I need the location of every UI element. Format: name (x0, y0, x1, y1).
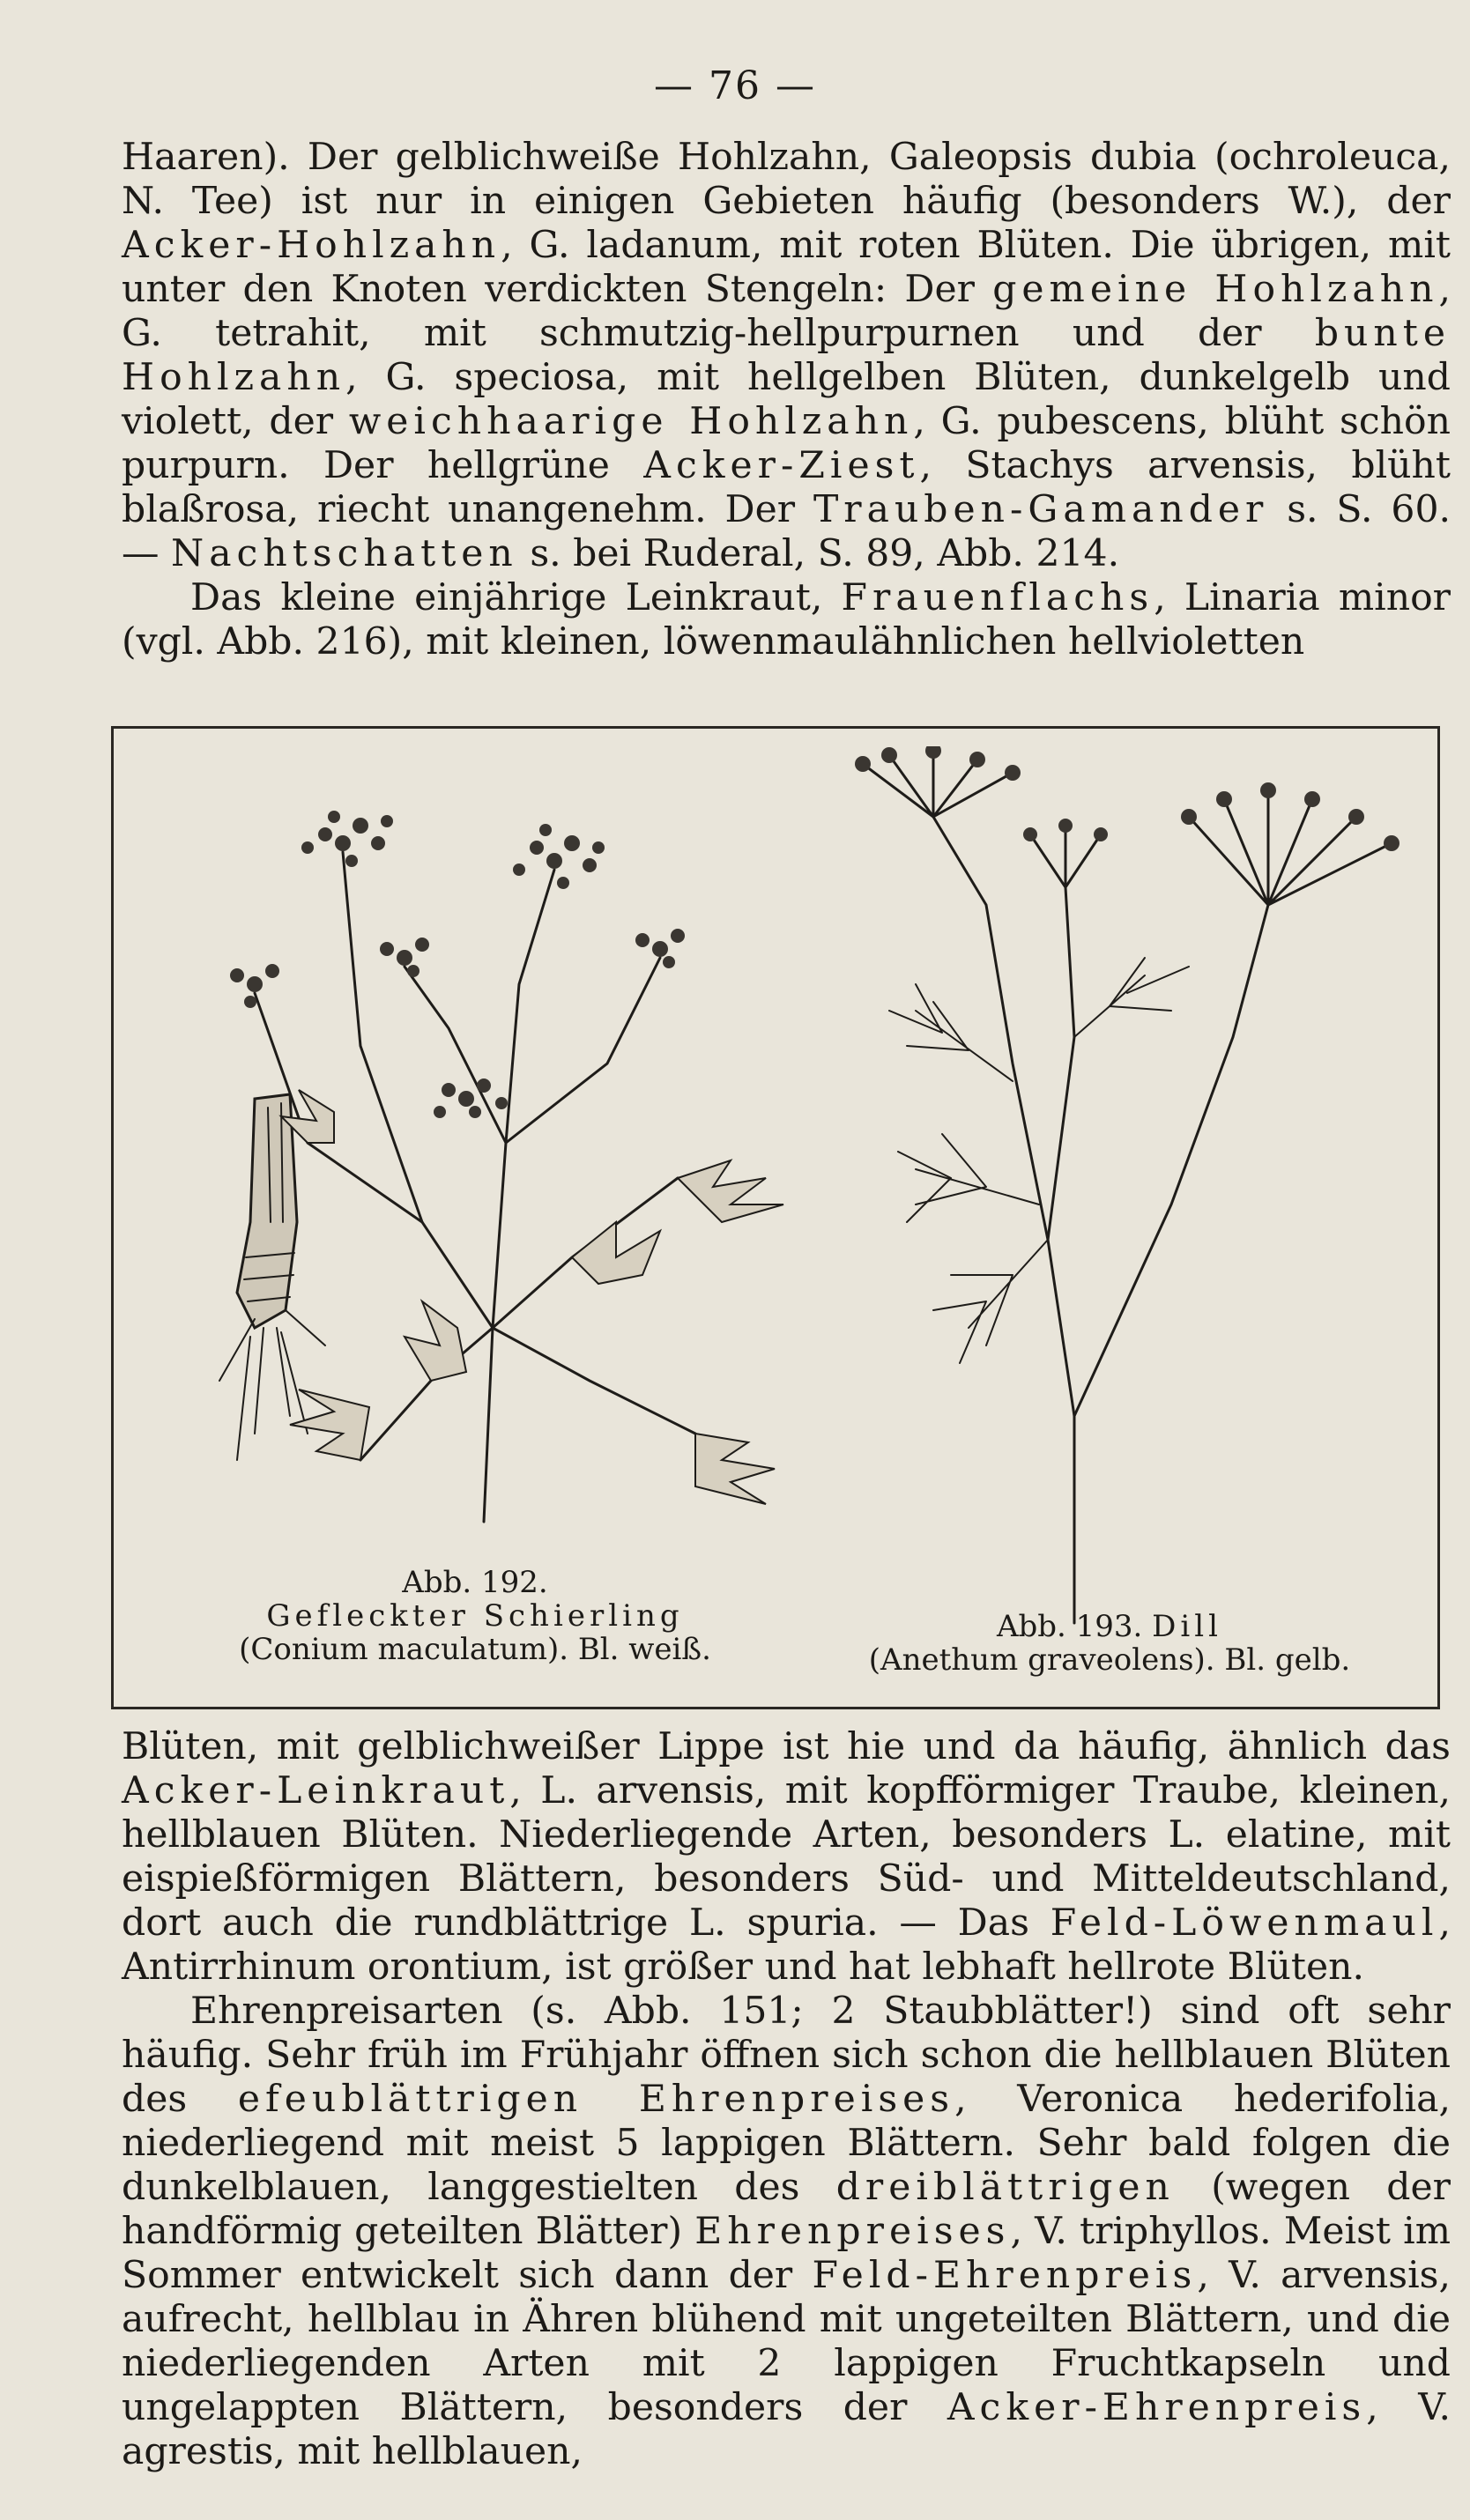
text-run: , L. arvensis, mit kopfförmiger Traube, kleinen, hellblauen Blüten. Niederliegende Arten, besonders L. elatine, mit eispießförmigen Blättern, besonders Süd- und Mitteldeutschland, dort auch die rundblättrige L. spuria. — Das (122, 1769, 1451, 1945)
spaced-term: Acker-Ziest (643, 444, 920, 487)
paragraph-ehrenpreis (122, 1990, 1451, 2474)
caption-dill-label: Abb. 193. (996, 1609, 1143, 1644)
spaced-term: Frauenflachs (841, 576, 1154, 619)
dill-illustration (810, 746, 1427, 1627)
spaced-term: Acker-Hohlzahn (122, 224, 501, 267)
text-run: , Linaria minor (vgl. Abb. 216), mit kleinen, löwenmaulähnlichen hellvioletten (122, 576, 1451, 663)
text-run: , G. speciosa, mit hellgelben Blüten, dunkelgelb und violett, der (122, 356, 1451, 443)
spaced-term: Acker-Leinkraut (122, 1769, 510, 1812)
caption-hemlock (167, 1566, 783, 1666)
spaced-term: Feld-Ehrenpreis (812, 2254, 1198, 2297)
hemlock-illustration (202, 764, 854, 1539)
text-run: , V. agrestis, mit hellblauen, (122, 2386, 1451, 2473)
figure-frame (111, 726, 1440, 1709)
text-run: , Antirrhinum orontium, ist größer und hat lebhaft hellrote Blüten. (122, 1901, 1451, 1989)
text-run: , V. triphyllos. Meist im Sommer entwickelt sich dann der (122, 2210, 1451, 2297)
text-run: Blüten, mit gelblichweißer Lippe ist hie und da häufig, ähnlich das (122, 1725, 1451, 1768)
text-run: (wegen der handförmig geteilten Blätter) (122, 2166, 1451, 2253)
caption-hemlock-subtitle: (Conium maculatum). Bl. weiß. (239, 1632, 711, 1667)
text-run: , G. ladanum, mit roten Blüten. Die übrigen, mit unter den Knoten verdickten Stengeln: Der (122, 224, 1451, 311)
spaced-term: Trauben-Gamander (813, 488, 1269, 531)
text-run: Ehrenpreisarten (s. Abb. 151; 2 Staubblätter!) sind oft sehr häufig. Sehr früh im Frühjahr öffnen sich schon die hellblauen Blüten des (122, 1990, 1451, 2121)
caption-dill (783, 1610, 1436, 1677)
page-number: — 76 — (654, 63, 816, 108)
caption-hemlock-title: Gefleckter Schierling (266, 1598, 684, 1634)
text-run: Das kleine einjährige Leinkraut, (190, 576, 842, 619)
text-run: , G. pubescens, blüht schön purpurn. Der hellgrüne (122, 400, 1451, 487)
spaced-term: Ehrenpreises (694, 2210, 1011, 2253)
caption-dill-subtitle: (Anethum graveolens). Bl. gelb. (868, 1642, 1351, 1678)
spaced-term: Nachtschatten (171, 532, 518, 575)
paragraph-leinkraut-start (122, 576, 1451, 664)
caption-hemlock-label: Abb. 192. (402, 1565, 548, 1600)
spaced-term: dreiblättrigen (835, 2166, 1175, 2209)
spaced-term: efeublättrigen Ehrenpreises (237, 2078, 955, 2121)
spaced-term: Acker-Ehrenpreis (947, 2386, 1367, 2429)
text-run: , Stachys arvensis, blüht blaßrosa, riecht unangenehm. Der (122, 444, 1451, 531)
paragraph-leinkraut-cont (122, 1725, 1451, 1990)
text-run: , G. tetrahit, mit schmutzig-hellpurpurnen und der (122, 268, 1451, 355)
text-run: , V. arvensis, aufrecht, hellblau in Ähren blühend mit ungeteilten Blättern, und die niederliegenden Arten mit 2 lappigen Fruchtkapseln und ungelappten Blättern, besonders der (122, 2254, 1451, 2429)
spaced-term: gemeine Hohlzahn (992, 268, 1439, 311)
spaced-term: bunte Hohlzahn (122, 312, 1451, 399)
text-block-top (122, 136, 1451, 664)
paragraph-hohlzahn (122, 136, 1451, 576)
spaced-term: weichhaarige Hohlzahn (348, 400, 914, 443)
caption-dill-title: Dill (1152, 1609, 1223, 1644)
text-run: Haaren). Der gelblichweiße Hohlzahn, Galeopsis dubia (ochroleuca, N. Tee) ist nur in einigen Gebieten häufig (besonders W.), der (122, 136, 1451, 223)
text-run: s. S. 60. — (122, 488, 1451, 575)
text-block-bottom (122, 1725, 1451, 2474)
text-run: , Veronica hederifolia, niederliegend mit meist 5 lappigen Blättern. Sehr bald folgen die dunkelblauen, langgestielten des (122, 2078, 1451, 2209)
spaced-term: Feld-Löwenmaul (1050, 1901, 1439, 1945)
text-run: s. bei Ruderal, S. 89, Abb. 214. (517, 532, 1120, 575)
